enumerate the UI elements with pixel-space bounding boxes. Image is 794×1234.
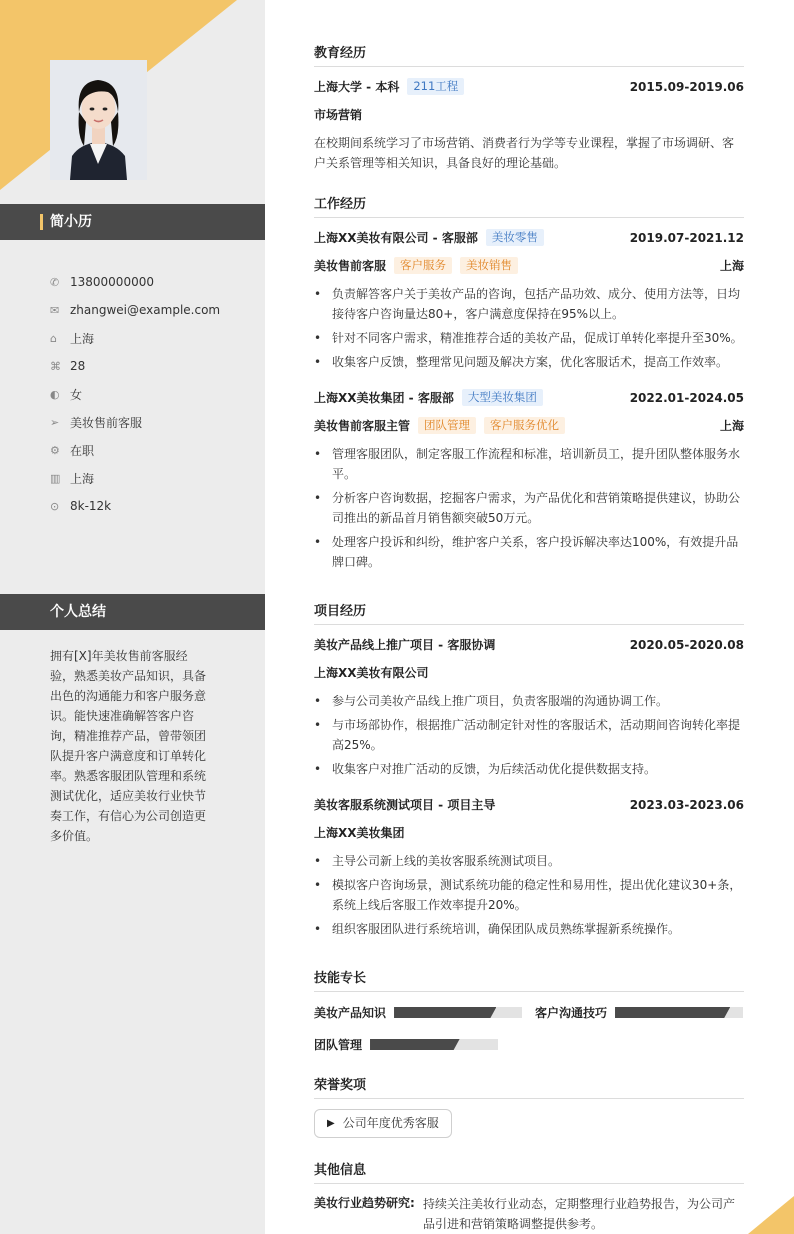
skill-bar <box>394 1007 522 1018</box>
job-role: 美妆售前客服 <box>314 259 387 273</box>
skill-bar-fill <box>615 1007 730 1018</box>
skill-bar-fill <box>394 1007 496 1018</box>
school-name: 上海大学 - 本科 <box>314 80 400 94</box>
job-1-role <box>314 257 744 274</box>
job-2-role <box>314 417 744 434</box>
skills-title: 技能专长 <box>314 967 744 992</box>
skill-name: 美妆产品知识 <box>314 1006 387 1020</box>
education-desc: 在校期间系统学习了市场营销、消费者行为学等专业课程，掌握了市场调研、客户关系管理等相关知识，具备良好的理论基础。 <box>314 136 735 170</box>
other-label: 美妆行业趋势研究: <box>314 1196 415 1210</box>
job-bullet: • 针对不同客户需求，精准推荐合适的美妆产品，促成订单转化率提升至30%。 <box>314 328 744 348</box>
contact-status: ⚙ 在职 <box>50 443 95 458</box>
job-bullet: • 处理客户投诉和纠纷，维护客户关系，客户投诉解决率达100%，有效提升品牌口碑。 <box>314 532 744 572</box>
contact-gender: ◐ 女 <box>50 387 83 402</box>
project-1-header <box>314 636 744 653</box>
job-2-header <box>314 389 744 406</box>
project-bullet: • 主导公司新上线的美妆客服系统测试项目。 <box>314 851 744 871</box>
summary-text: 拥有[X]年美妆售前客服经验，熟悉美妆产品知识，具备出色的沟通能力和客户服务意识。能快速准确解答客户咨询，精准推荐产品，曾带领团队提升客户满意度和订单转化率。熟悉客服团队管理和系统测试优化，适应美妆行业快节奏工作，有信心为公司创造更多价值。 <box>50 649 207 843</box>
contact-city: ▥ 上海 <box>50 471 95 486</box>
project-bullet: • 与市场部协作，根据推广活动制定针对性的客服话术，活动期间咨询转化率提高25%。 <box>314 715 744 755</box>
skill-name: 客户沟通技巧 <box>535 1006 608 1020</box>
job-role: 美妆售前客服主管 <box>314 419 411 433</box>
project-1-company-row <box>314 664 744 681</box>
sidebar <box>0 0 265 1234</box>
role-tag: 团队管理 <box>418 417 476 434</box>
education-row <box>314 78 744 95</box>
other-text: 持续关注美妆行业动态，定期整理行业趋势报告，为公司产品引进和营销策略调整提供参考。 <box>423 1197 736 1231</box>
project-bullet: • 模拟客户咨询场景，测试系统功能的稳定性和易用性，提出优化建议30+条，系统上线后客服工作效率提升20%。 <box>314 875 744 915</box>
job-city: 上海 <box>719 259 744 273</box>
phone-icon: ✆ <box>50 275 60 289</box>
play-icon: ▶ <box>327 1118 335 1129</box>
age-icon: ⌘ <box>50 359 61 373</box>
projects-title: 项目经历 <box>314 600 744 625</box>
job-bullet: • 收集客户反馈，整理常见问题及解决方案，优化客服话术，提高工作效率。 <box>314 352 744 372</box>
contact-list <box>50 268 220 520</box>
work-title: 工作经历 <box>314 193 744 218</box>
status-icon: ⚙ <box>50 443 60 457</box>
job-date: 2022.01-2024.05 <box>629 390 744 405</box>
contact-location: ⌂ 上海 <box>50 331 95 346</box>
role-tag: 客户服务优化 <box>484 417 565 434</box>
skill-name: 团队管理 <box>314 1038 363 1052</box>
gender-icon: ◐ <box>50 387 60 401</box>
project-company: 上海XX美妆集团 <box>314 826 405 840</box>
skill-bar <box>370 1039 498 1050</box>
job-bullet: • 分析客户咨询数据，挖掘客户需求，为产品优化和营销策略提供建议，协助公司推出的新品首月销售额突破50万元。 <box>314 488 744 528</box>
project-company: 上海XX美妆有限公司 <box>314 666 429 680</box>
contact-phone: ✆ 13800000000 <box>50 275 154 289</box>
award-label: 公司年度优秀客服 <box>342 1116 439 1130</box>
skill-item <box>314 1036 498 1053</box>
major: 市场营销 <box>314 108 363 122</box>
award-item <box>314 1109 452 1138</box>
contact-position: ➢ 美妆售前客服 <box>50 415 143 430</box>
project-date: 2023.03-2023.06 <box>629 797 744 812</box>
other-title: 其他信息 <box>314 1159 744 1184</box>
corner-decoration <box>748 1196 794 1234</box>
building-icon: ▥ <box>50 471 61 485</box>
avatar-photo <box>50 60 147 180</box>
school-tag: 211工程 <box>407 78 464 95</box>
role-tag: 客户服务 <box>394 257 452 274</box>
job-date: 2019.07-2021.12 <box>629 230 744 245</box>
job-company: 上海XX美妆集团 - 客服部 <box>314 391 454 405</box>
education-title: 教育经历 <box>314 42 744 67</box>
project-name: 美妆产品线上推广项目 - 客服协调 <box>314 638 496 652</box>
home-icon: ⌂ <box>50 331 57 345</box>
job-tag: 大型美妆集团 <box>462 389 543 406</box>
project-bullet: • 收集客户对推广活动的反馈，为后续活动优化提供数据支持。 <box>314 759 744 779</box>
project-date: 2020.05-2020.08 <box>629 637 744 652</box>
job-bullet: • 管理客服团队，制定客服工作流程和标准，培训新员工，提升团队整体服务水平。 <box>314 444 744 484</box>
project-2-company-row <box>314 824 744 841</box>
skill-item <box>314 1004 522 1021</box>
project-2-header <box>314 796 744 813</box>
contact-age: ⌘ 28 <box>50 359 86 373</box>
mail-icon: ✉ <box>50 303 60 317</box>
skill-bar <box>615 1007 743 1018</box>
contact-salary: ⊙ 8k-12k <box>50 499 112 513</box>
salary-icon: ⊙ <box>50 499 60 513</box>
skill-item <box>535 1004 743 1021</box>
summary-header: 个人总结 <box>0 594 265 630</box>
send-icon: ➢ <box>50 415 60 429</box>
job-company: 上海XX美妆有限公司 - 客服部 <box>314 231 478 245</box>
skill-bar-fill <box>370 1039 460 1050</box>
resume-header: 简小历 <box>0 204 265 240</box>
project-name: 美妆客服系统测试项目 - 项目主导 <box>314 798 496 812</box>
project-bullet: • 组织客服团队进行系统培训，确保团队成员熟练掌握新系统操作。 <box>314 919 744 939</box>
role-tag: 美妆销售 <box>460 257 518 274</box>
education-date: 2015.09-2019.06 <box>629 79 744 94</box>
honors-title: 荣誉奖项 <box>314 1074 744 1099</box>
major-row <box>314 106 744 123</box>
job-tag: 美妆零售 <box>486 229 544 246</box>
job-bullet: • 负责解答客户关于美妆产品的咨询，包括产品功效、成分、使用方法等，日均接待客户咨询量达80+，客户满意度保持在95%以上。 <box>314 284 744 324</box>
job-1-header <box>314 229 744 246</box>
job-city: 上海 <box>719 419 744 433</box>
project-bullet: • 参与公司美妆产品线上推广项目，负责客服端的沟通协调工作。 <box>314 691 744 711</box>
contact-email: ✉ zhangwei@example.com <box>50 303 221 317</box>
